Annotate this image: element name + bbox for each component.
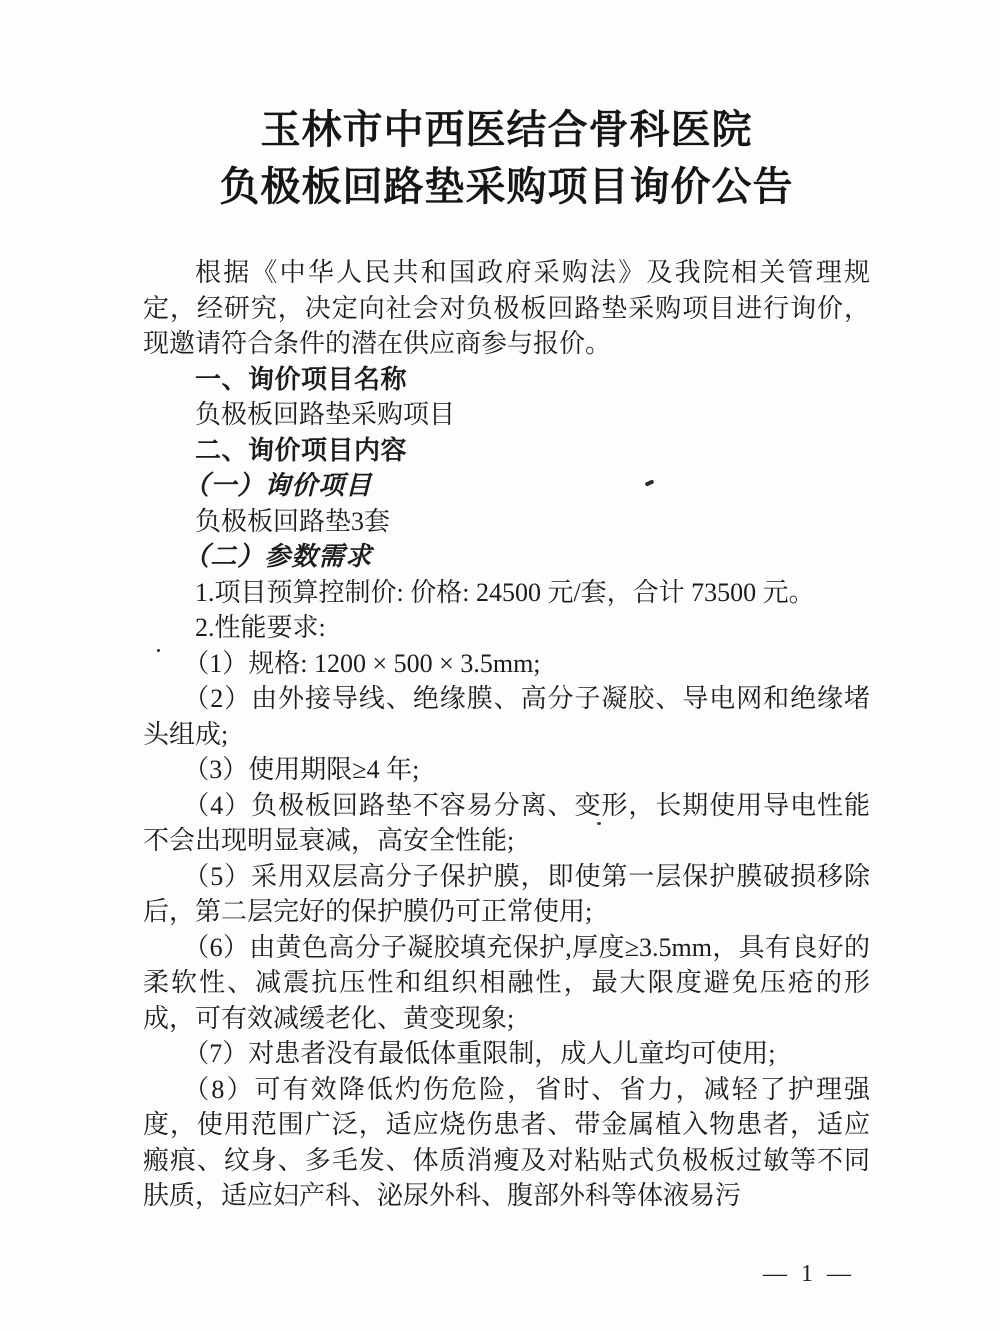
spec-item-6: （6）由黄色高分子凝胶填充保护,厚度≥3.5mm，具有良好的柔软性、减震抗压性和组织相融性，最大限度避免压疮的形成，可有效减缓老化、黄变现象; [143,932,870,1033]
document-title [143,102,870,216]
section-1-heading: 一、询价项目名称 [195,363,408,394]
budget-line: 1.项目预算控制价: 价格: 24500 元/套，合计 73500 元。 [195,577,815,607]
document-body [143,255,870,1214]
performance-heading: 2.性能要求: [195,613,326,642]
section-1-body: 负极板回路垫采购项目 [195,400,456,429]
subsection-1-heading: （一）询价项目 [183,471,373,500]
title-line-2: 负极板回路垫采购项目询价公告 [219,165,794,209]
spec-item-3: （3）使用期限≥4 年; [183,755,420,784]
scan-speckle [597,822,601,825]
spec-item-1: （1）规格: 1200 × 500 × 3.5mm; [183,648,541,678]
section-2-heading: 二、询价项目内容 [195,434,408,465]
spec-item-5: （5）采用双层高分子保护膜，即使第一层保护膜破损移除后，第二层完好的保护膜仍可正常使用; [143,861,870,926]
intro-paragraph: 根据《中华人民共和国政府采购法》及我院相关管理规定，经研究，决定向社会对负极板回路垫采购项目进行询价，现邀请符合条件的潜在供应商参与报价。 [143,258,870,358]
spec-item-2: （2）由外接导线、绝缘膜、高分子凝胶、导电网和绝缘堵头组成; [143,684,870,749]
title-line-1: 玉林市中西医结合骨科医院 [260,108,753,152]
scan-speckle [157,649,160,652]
page-number: — 1 — [763,1261,855,1287]
spec-item-7: （7）对患者没有最低体重限制，成人儿童均可使用; [183,1039,776,1068]
subsection-1-body: 负极板回路垫3套 [195,506,391,536]
spec-item-8: （8）可有效降低灼伤危险，省时、省力，减轻了护理强度，使用范围广泛，适应烧伤患者、带金属植入物患者，适应瘢痕、纹身、多毛发、体质消瘦及对粘贴式负极板过敏等不同肤质，适应妇产科、泌尿外科、腹部外科等体液易污 [143,1074,870,1210]
document-content [143,102,870,1214]
spec-item-4: （4）负极板回路垫不容易分离、变形，长期使用导电性能不会出现明显衰减，高安全性能; [143,790,870,855]
subsection-2-heading: （二）参数需求 [183,542,373,571]
